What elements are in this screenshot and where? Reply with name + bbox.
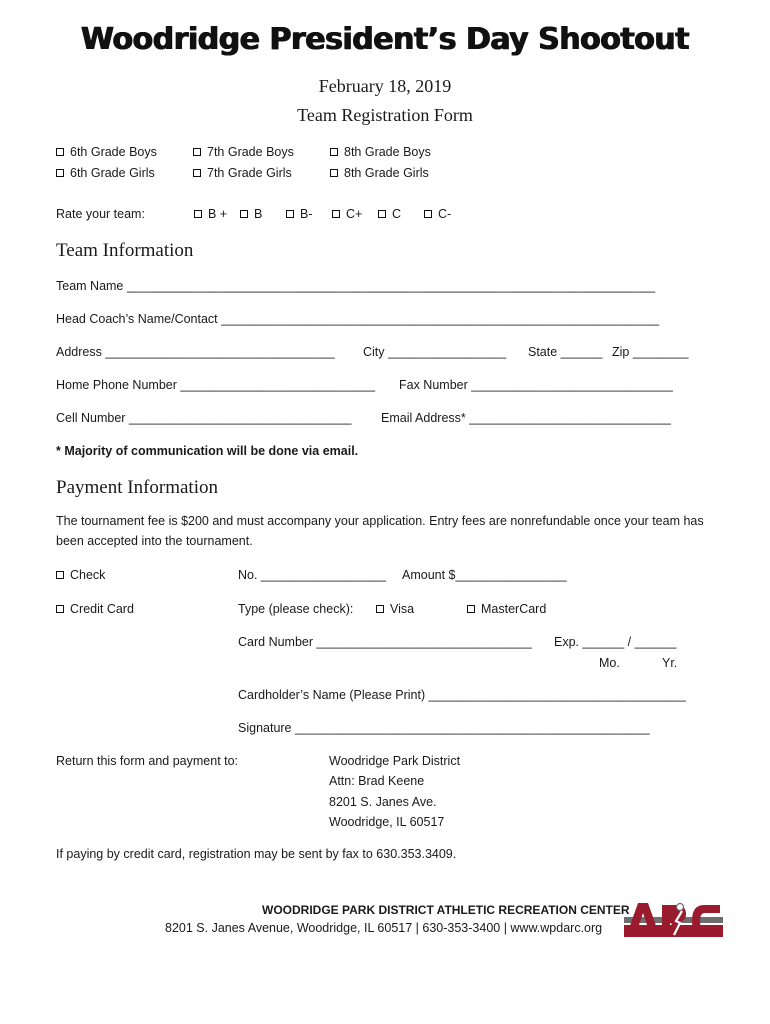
arc-logo-mark: [624, 901, 723, 937]
checkbox-icon: [330, 169, 338, 177]
rate-option-label: B-: [300, 207, 313, 221]
checkbox-icon: [56, 148, 64, 156]
credit-card-label: Credit Card: [70, 602, 134, 616]
email-note: * Majority of communication will be done via email.: [56, 444, 359, 458]
rate-option-c-plus[interactable]: [332, 207, 362, 221]
checkbox-icon: [194, 210, 202, 218]
rate-option-label: C: [392, 207, 402, 221]
check-label: Check: [70, 568, 106, 582]
signature-field[interactable]: Signature ___________________________________________________: [238, 721, 650, 735]
division-label: 6th Grade Boys: [70, 145, 157, 159]
division-label: 8th Grade Girls: [344, 166, 429, 180]
rate-option-b-plus[interactable]: [194, 207, 227, 221]
return-address-line: Woodridge Park District: [329, 754, 461, 768]
card-type-label: Type (please check):: [238, 602, 354, 616]
division-7th-boys[interactable]: [193, 145, 294, 159]
rate-option-b-minus[interactable]: [286, 207, 313, 221]
fee-text-line1: The tournament fee is $200 and must accompany your application. Entry fees are nonrefundable once your team has: [56, 514, 704, 528]
mastercard-option[interactable]: [467, 602, 546, 616]
mastercard-label: MasterCard: [481, 602, 547, 616]
checkbox-icon: [332, 210, 340, 218]
checkbox-icon: [330, 148, 338, 156]
email-field[interactable]: Email Address* _____________________________: [381, 411, 671, 425]
return-address-line: Woodridge, IL 60517: [329, 815, 445, 829]
footer-org: WOODRIDGE PARK DISTRICT ATHLETIC RECREATION CENTER: [262, 903, 630, 917]
checkbox-icon: [240, 210, 248, 218]
return-address-line: 8201 S. Janes Ave.: [329, 795, 437, 809]
checkbox-icon: [286, 210, 294, 218]
division-label: 6th Grade Girls: [70, 166, 155, 180]
check-number-field[interactable]: No. __________________: [238, 568, 387, 582]
checkbox-icon: [56, 571, 64, 579]
amount-field[interactable]: Amount $________________: [402, 568, 567, 582]
checkbox-icon: [56, 605, 64, 613]
rate-option-b[interactable]: [240, 207, 262, 221]
footer-contact: 8201 S. Janes Avenue, Woodridge, IL 60517 | 630-353-3400 | www.wpdarc.org: [165, 921, 603, 935]
city-field[interactable]: City _________________: [363, 345, 507, 359]
credit-card-option[interactable]: [56, 602, 134, 616]
home-phone-field[interactable]: Home Phone Number ____________________________: [56, 378, 376, 392]
team-name-field[interactable]: Team Name ____________________________________________________________________________: [56, 279, 656, 293]
checkbox-icon: [193, 169, 201, 177]
return-address-line: Attn: Brad Keene: [329, 774, 425, 788]
checkbox-icon: [193, 148, 201, 156]
fax-note: If paying by credit card, registration may be sent by fax to 630.353.3409.: [56, 847, 457, 861]
checkbox-icon: [378, 210, 386, 218]
team-info-heading: Team Information: [56, 240, 194, 261]
division-8th-girls[interactable]: [330, 166, 429, 180]
division-label: 7th Grade Boys: [207, 145, 294, 159]
event-date: February 18, 2019: [318, 76, 452, 96]
arc-logo: [624, 901, 723, 937]
payment-heading: Payment Information: [56, 477, 218, 498]
return-label: Return this form and payment to:: [56, 754, 239, 768]
head-coach-field[interactable]: Head Coach’s Name/Contact _______________________________________________________________: [56, 312, 660, 326]
cell-field[interactable]: Cell Number ________________________________: [56, 411, 352, 425]
form-name: Team Registration Form: [297, 105, 473, 125]
rate-option-label: B +: [208, 207, 228, 221]
checkbox-icon: [467, 605, 475, 613]
division-7th-girls[interactable]: [193, 166, 292, 180]
rate-label: Rate your team:: [56, 207, 145, 221]
checkbox-icon: [56, 169, 64, 177]
checkbox-icon: [424, 210, 432, 218]
rate-option-label: C+: [346, 207, 363, 221]
visa-label: Visa: [390, 602, 415, 616]
division-label: 7th Grade Girls: [207, 166, 292, 180]
zip-field[interactable]: Zip ________: [612, 345, 689, 359]
fee-text-line2: been accepted into the tournament.: [56, 534, 253, 548]
exp-month-label: Mo.: [599, 656, 620, 670]
visa-option[interactable]: [376, 602, 414, 616]
rate-option-label: C-: [438, 207, 452, 221]
check-option[interactable]: [56, 568, 105, 582]
state-field[interactable]: State ______: [528, 345, 603, 359]
division-label: 8th Grade Boys: [344, 145, 431, 159]
rate-option-c[interactable]: [378, 207, 401, 221]
division-6th-girls[interactable]: [56, 166, 155, 180]
page-title: Woodridge President’s Day Shootout: [80, 22, 690, 57]
exp-year-label: Yr.: [662, 656, 678, 670]
cardholder-name-field[interactable]: Cardholder’s Name (Please Print) _____________________________________: [238, 688, 686, 702]
expiration-field[interactable]: Exp. ______ / ______: [554, 635, 677, 649]
fax-field[interactable]: Fax Number _____________________________: [399, 378, 673, 392]
division-8th-boys[interactable]: [330, 145, 431, 159]
division-6th-boys[interactable]: [56, 145, 157, 159]
rate-option-c-minus[interactable]: [424, 207, 451, 221]
address-field[interactable]: Address _________________________________: [56, 345, 335, 359]
card-number-field[interactable]: Card Number _______________________________: [238, 635, 533, 649]
rate-option-label: B: [254, 207, 263, 221]
checkbox-icon: [376, 605, 384, 613]
